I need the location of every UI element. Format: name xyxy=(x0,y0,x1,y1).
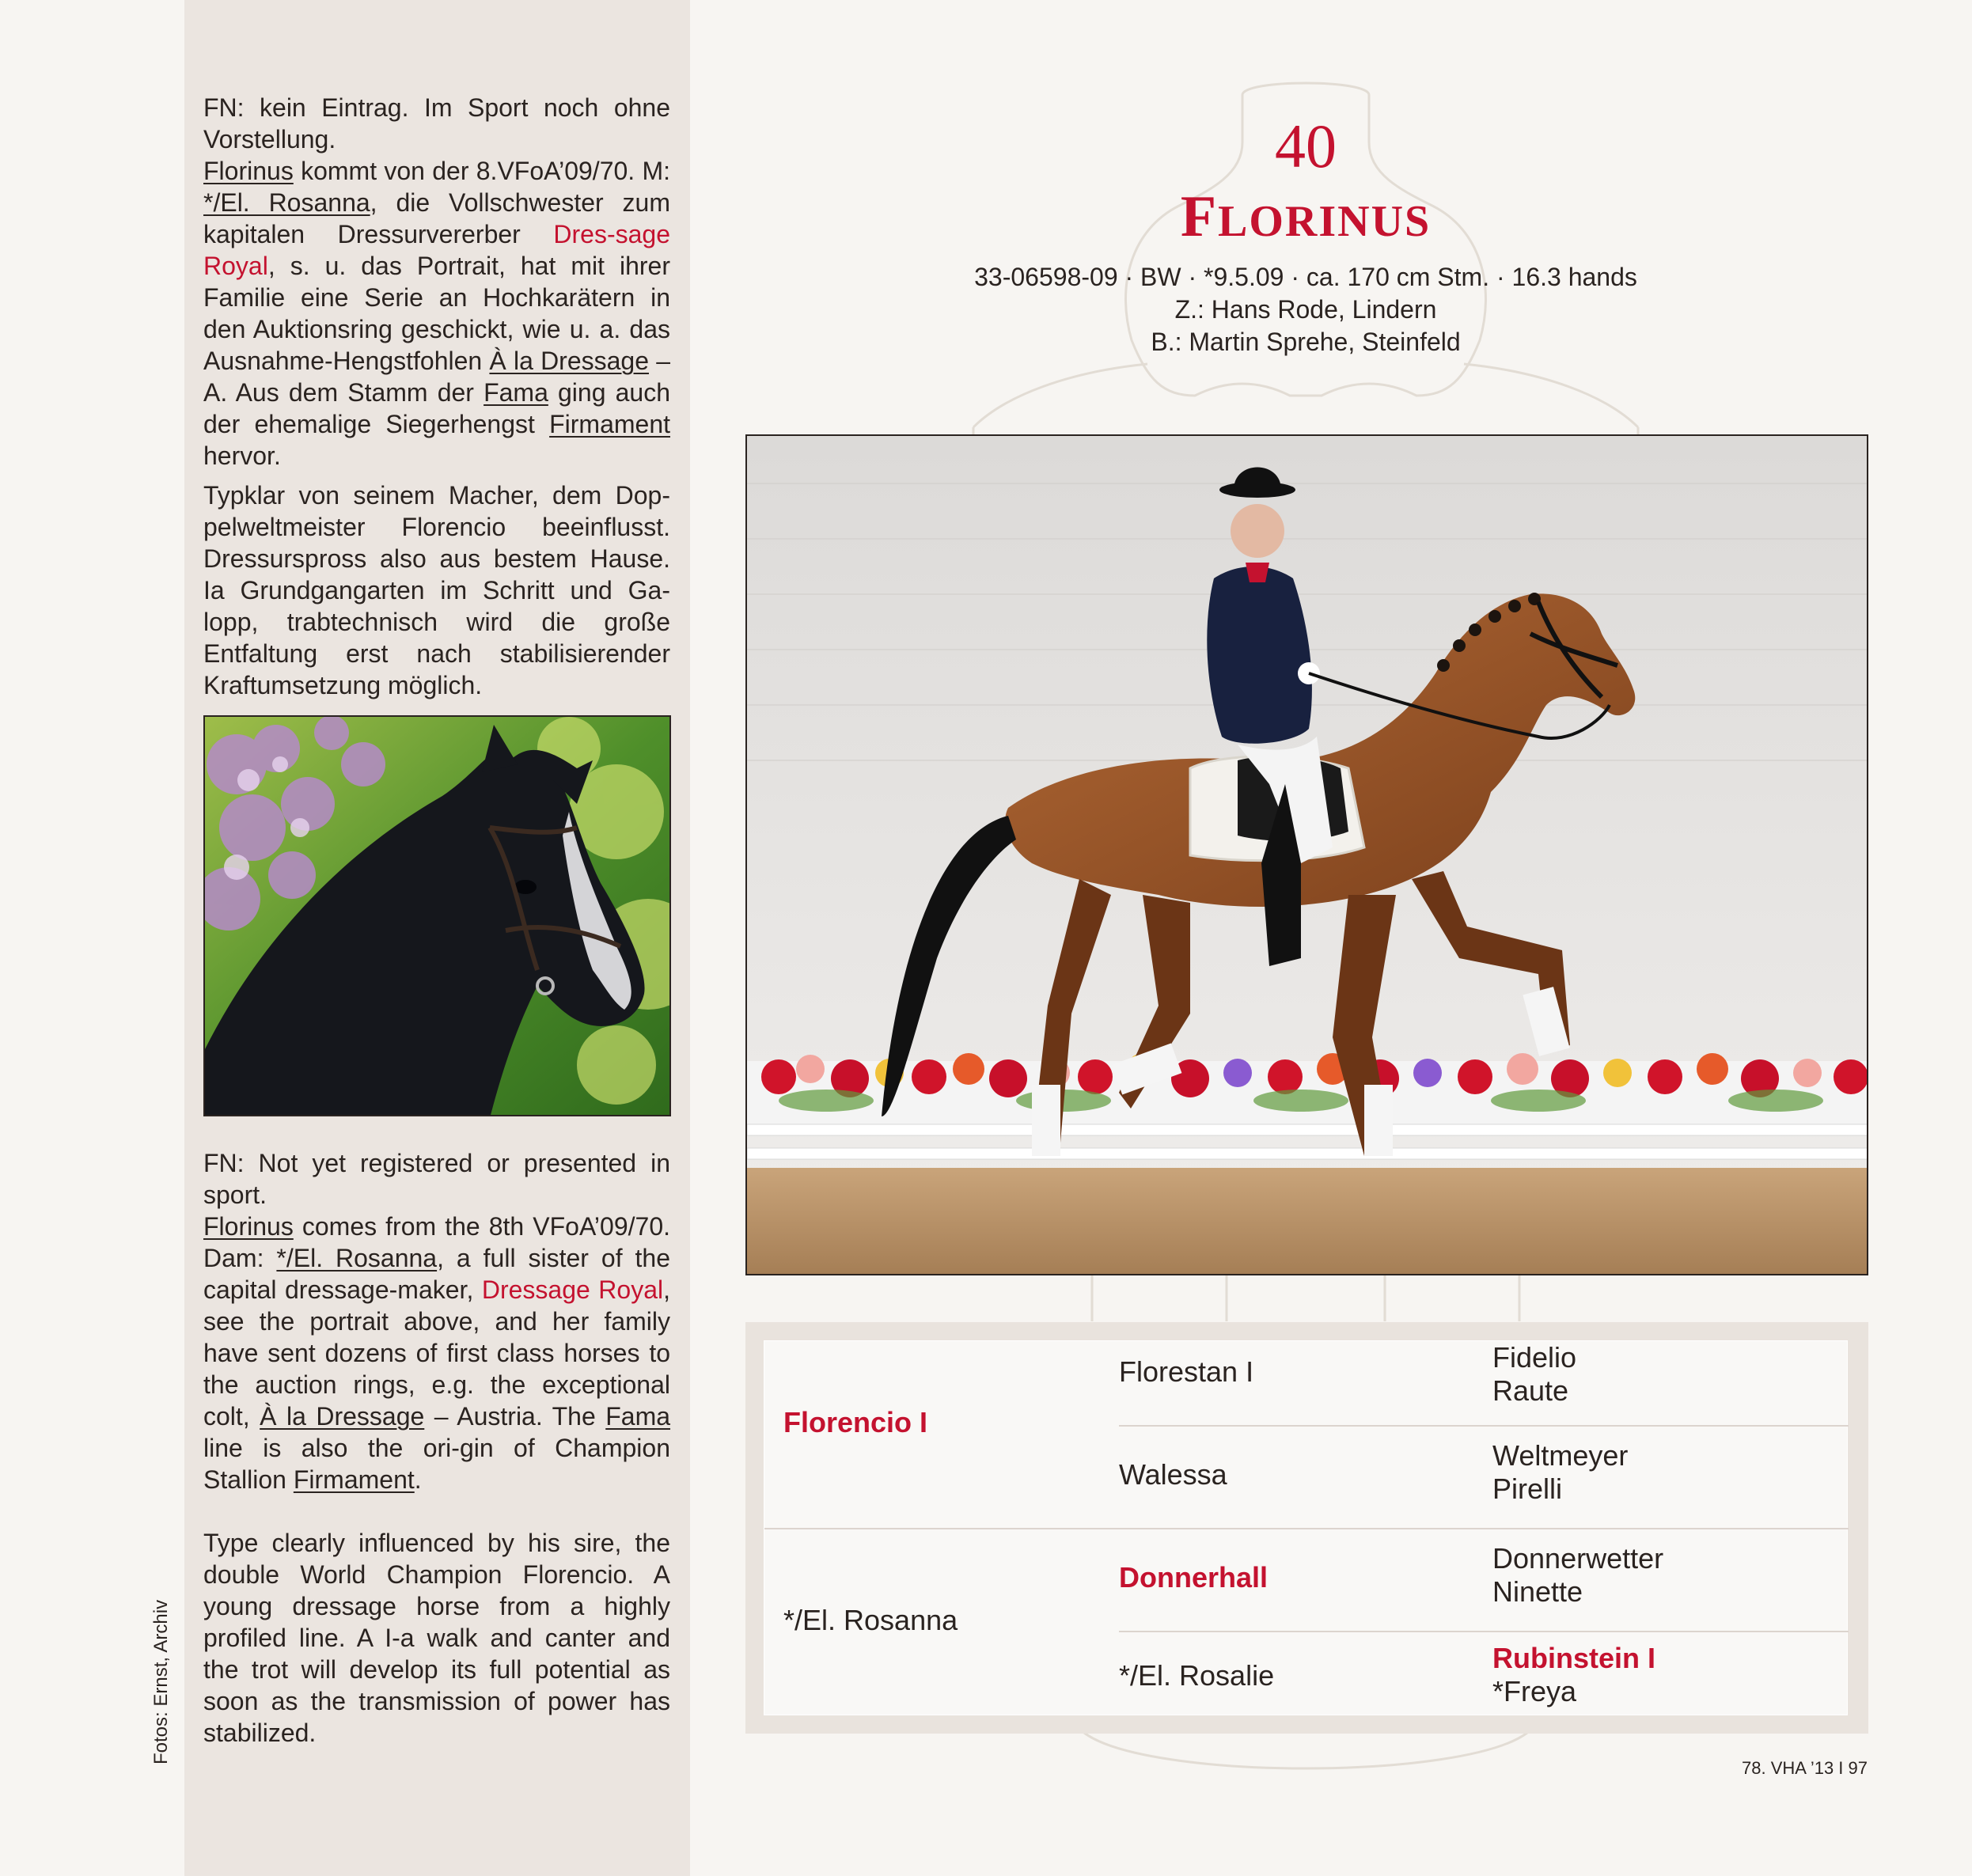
link-firmament-de[interactable]: Firmament xyxy=(549,410,670,438)
link-fama-en[interactable]: Fama xyxy=(605,1402,671,1431)
pedigree-sdd: Pirelli xyxy=(1492,1472,1563,1505)
pedigree-sire-sire: Florestan I xyxy=(1119,1355,1254,1388)
link-fama-de[interactable]: Fama xyxy=(484,378,548,407)
pedigree-sire: Florencio I xyxy=(783,1406,928,1438)
text-en-6: . xyxy=(414,1465,422,1494)
text-de-1: kommt von der 8.VFoA’09/70. M: xyxy=(293,157,670,185)
link-a-la-dressage-de[interactable]: À la Dressage xyxy=(489,347,650,375)
main-horse-photo xyxy=(745,434,1868,1275)
link-florinus-de[interactable]: Florinus xyxy=(203,157,294,185)
text-en-2: , a full sister of the capital dressage-maker, xyxy=(203,1244,671,1304)
fn-note-de: FN: kein Eintrag. Im Sport noch ohne Vorstellung. xyxy=(203,93,670,153)
highlight-dressage-royal-en: Dressage Royal xyxy=(481,1275,664,1304)
fn-note-en: FN: Not yet registered or presented in sport. xyxy=(203,1149,670,1209)
horse-registration-info: 33-06598-09 · BW · *9.5.09 · ca. 170 cm Stm. · 16.3 hands xyxy=(974,263,1637,291)
text-de-4: – A. Aus dem Stamm der xyxy=(203,347,671,407)
text-de-5: ging auch der ehemalige Siegerhengst xyxy=(203,378,671,438)
german-description xyxy=(203,92,670,709)
pedigree-divider-3 xyxy=(1119,1631,1849,1632)
english-description xyxy=(203,1147,670,1780)
owner-info: B.: Martin Sprehe, Steinfeld xyxy=(1151,328,1461,356)
pedigree-dds: Rubinstein I xyxy=(1492,1642,1655,1674)
text-en-4: – Austria. The xyxy=(424,1402,606,1431)
page-footer: 78. VHA ’13 I 97 xyxy=(1742,1758,1868,1778)
pedigree-sire-dam: Walessa xyxy=(1119,1458,1227,1491)
pedigree-divider-2 xyxy=(764,1528,1849,1529)
link-dam-de[interactable]: */El. Rosanna xyxy=(203,188,370,217)
lot-number: 40 xyxy=(1275,112,1337,180)
pedigree-divider-1 xyxy=(1119,1425,1849,1427)
text-de-2: , die Vollschwester zum kapitalen Dressurvererber xyxy=(203,188,671,248)
breeder-info: Z.: Hans Rode, Lindern xyxy=(1174,295,1437,324)
link-dam-en[interactable]: */El. Rosanna xyxy=(276,1244,438,1272)
link-firmament-en[interactable]: Firmament xyxy=(293,1465,415,1494)
german-paragraph-2: Typklar von seinem Macher, dem Dop-pelweltmeister Florencio beeinflusst. Dressurspross also aus bestem Hause. Ia Grundgangarten im Schritt und Ga-lopp, trabtechnisch wird die große Entfaltung erst nach stabilisierender Kraftumsetzung möglich. xyxy=(203,481,670,699)
text-en-5: line is also the ori-gin of Champion Stallion xyxy=(203,1434,670,1494)
link-a-la-dressage-en[interactable]: À la Dressage xyxy=(260,1402,425,1431)
text-de-3: , s. u. das Portrait, hat mit ihrer Familie eine Serie an Hochkarätern in den Auktionsring geschickt, wie u. a. das Ausnahme-Hengstfohlen xyxy=(203,252,670,375)
horse-name-initial: F xyxy=(1180,184,1219,249)
text-de-6: hervor. xyxy=(203,442,281,470)
english-paragraph-2: Type clearly influenced by his sire, the double World Champion Florencio. A young dressage horse from a highly profiled line. A I-a walk and canter and the trot will develop its full potential as soon as the transmission of power has stabilized. xyxy=(203,1529,670,1747)
pedigree-dss: Donnerwetter xyxy=(1492,1542,1664,1575)
highlight-dressage-royal-de: Dres-sage Royal xyxy=(203,220,670,280)
pedigree-dsd: Ninette xyxy=(1492,1575,1583,1608)
text-en-1: comes from the 8th VFoA’09/70. Dam: xyxy=(203,1212,670,1272)
link-florinus-en[interactable]: Florinus xyxy=(203,1212,294,1241)
english-paragraph-1 xyxy=(203,1147,670,1495)
horse-name xyxy=(989,184,1622,255)
pedigree-dam-dam: */El. Rosalie xyxy=(1119,1659,1275,1692)
text-en-3: , see the portrait above, and her family have sent dozens of first class horses to the auction rings, e.g. the exceptional colt, xyxy=(203,1275,671,1431)
pedigree-dam: */El. Rosanna xyxy=(783,1604,958,1636)
german-paragraph-1 xyxy=(203,92,670,472)
photo-credit: Fotos: Ernst, Archiv xyxy=(150,1599,172,1764)
horse-portrait-photo xyxy=(203,715,671,1116)
pedigree-dam-sire: Donnerhall xyxy=(1119,1561,1269,1594)
pedigree-sds: Weltmeyer xyxy=(1492,1439,1629,1472)
pedigree-table xyxy=(764,1340,1848,1715)
pedigree-ssd: Raute xyxy=(1492,1374,1569,1407)
pedigree-sss: Fidelio xyxy=(1492,1341,1577,1374)
pedigree-ddd: *Freya xyxy=(1492,1675,1577,1707)
horse-name-rest: LORINUS xyxy=(1218,197,1432,246)
